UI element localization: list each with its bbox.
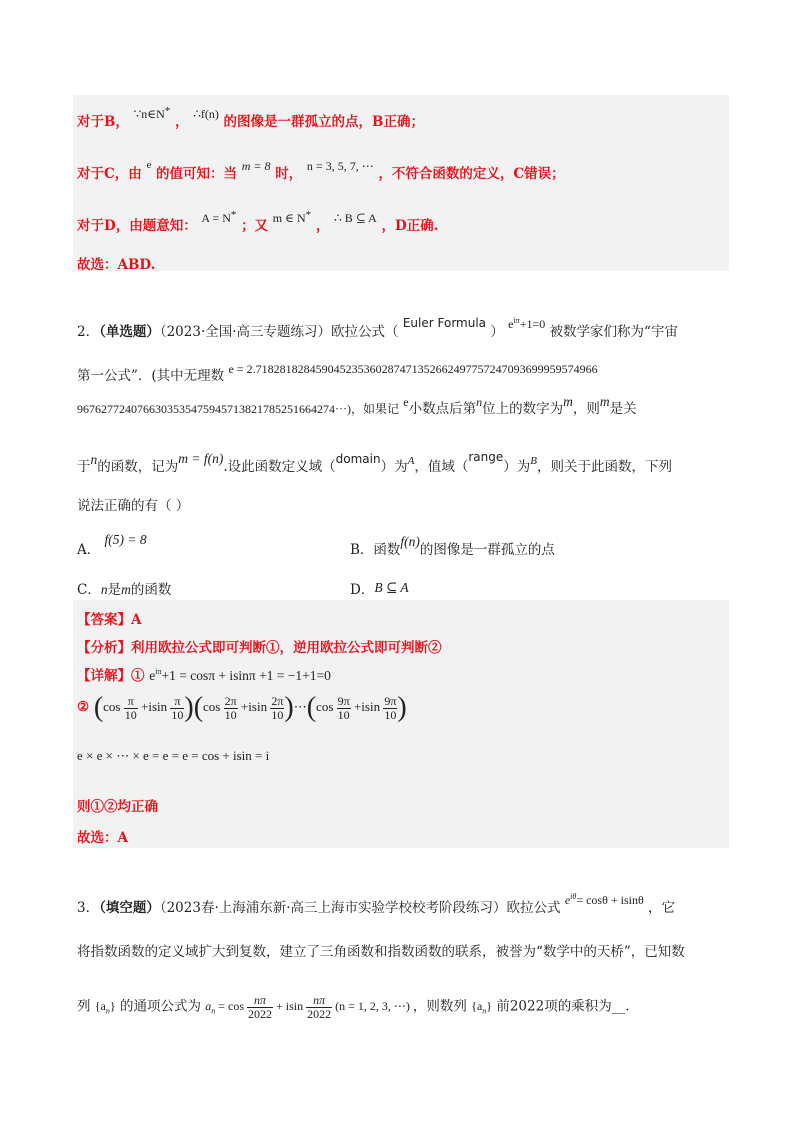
solution-line-b: 对于B， ∵n∈N* ， ∴f(n) 的图像是一群孤立的点，B正确； bbox=[77, 105, 424, 130]
question-2-line-3: 9676277240766303535475945713821785251664274⋯)，如果记 e小数点后第n位上的数字为m，则m是关 bbox=[77, 394, 637, 417]
solution-choice-q2: 故选：A bbox=[77, 830, 128, 846]
option-a: A． f(5) = 8 bbox=[77, 532, 147, 558]
solution-line-d: 对于D，由题意知： A = N* ；又 m ∈ N* ， ∴ B ⊆ A ，D正确. bbox=[77, 209, 439, 234]
solution-line-c: 对于C，由 $^e$ 的值可知：当 m = 8 时， n = 3, 5, 7, ⋯ ，不符合函数的定义，C错误； bbox=[77, 159, 565, 182]
answer-label: 【答案】A bbox=[77, 612, 142, 628]
detail-line-2: ② (cos $\frac{\pi}{10}$ +isin $\frac{\pi}{10}$ )(cos $\frac{2\pi}{10}$ +isin $\frac{2\pi}{10}$ )⋯(cos $\frac{9\pi}{10}$ +isin $\frac{9\pi}{10}$ ) bbox=[77, 692, 407, 723]
question-2-line-1: 2．（单选题）（2023·全国·高三专题练习）欧拉公式（ Euler Formula ） $e^{i\pi}+1=0$ 被数学家们称为“宇宙 bbox=[77, 316, 678, 340]
option-c: C．n是m的函数 bbox=[77, 582, 172, 598]
solution-choice-prev: 故选：ABD. bbox=[77, 257, 156, 273]
option-d: D．B ⊆ A bbox=[350, 580, 409, 598]
analysis-label: 【分析】利用欧拉公式即可判断①，逆用欧拉公式即可判断② bbox=[77, 640, 442, 656]
question-2-line-2: 第一公式”．(其中无理数 e = 2.718281828459045235360287471352662497757247093699959574966 bbox=[77, 362, 598, 384]
option-b: B．函数f(n)的图像是一群孤立的点 bbox=[350, 534, 555, 558]
detail-line-3: e × e × ⋯ × e = e = e = cos + isin = i bbox=[77, 748, 270, 763]
question-2-line-4: 于n的函数，记为m = f(n).设此函数定义域（domain）为$^A$，值域（range）为$^B$，则关于此函数，下列 bbox=[77, 450, 672, 475]
conclusion: 则①②均正确 bbox=[77, 799, 158, 815]
detail-line-1: 【详解】① $e^{i\pi}+1 = \cos\pi + isin\pi +1 = -1+1=0$ bbox=[77, 667, 331, 684]
question-2-line-5: 说法正确的有（ ） bbox=[77, 498, 190, 514]
question-3-line-3: 列 $\{a_n\}$ 的通项公式为 $a_n = \cos$ $\frac{n\pi}{2022}$ + isin $\frac{n\pi}{2022}$ (n = 1, 2, 3, ⋯) ，则数列 $\{a_n\}$ 前2022项的乘积为__. bbox=[77, 993, 630, 1021]
question-3-line-2: 将指数函数的定义域扩大到复数，建立了三角函数和指数函数的联系，被誉为“数学中的天桥”，已知数 bbox=[77, 944, 685, 960]
question-3-line-1: 3．（填空题）（2023春·上海浦东新·高三上海市实验学校校考阶段练习）欧拉公式 $e^{i\theta}= \cos\theta + isin\theta$ ，它 bbox=[77, 892, 675, 916]
